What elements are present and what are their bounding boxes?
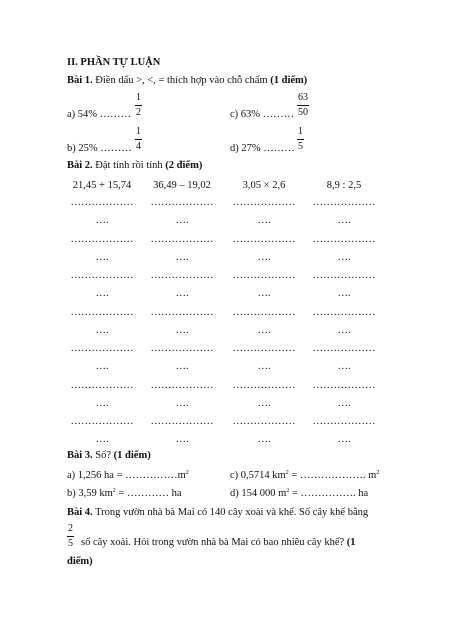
bai1-b-fraction: 1 4 <box>136 126 141 152</box>
work-dots-line: ……………… <box>232 343 296 354</box>
work-dots-short: …. <box>95 434 109 445</box>
bai4-label: Bài 4. <box>67 507 93 518</box>
work-dots-short: …. <box>257 361 271 372</box>
bai1-d-text: d) 27% ……… <box>230 143 295 154</box>
bai1-a-text: a) 54% ……… <box>67 109 132 120</box>
bai1-a-fraction: 1 2 <box>136 92 141 118</box>
bai4-points-open: (1 <box>346 537 356 548</box>
work-dots-short: …. <box>257 215 271 226</box>
work-dots-line: ……………… <box>70 197 134 208</box>
work-dots-short: …. <box>175 215 189 226</box>
bai3-a: a) 1,256 ha = $\dots\dots\dots\dots\dots m^2$ <box>67 470 189 481</box>
work-dots-short: …. <box>95 397 109 409</box>
work-dots-short: …. <box>337 251 351 263</box>
bai2-expression: 8,9 : 2,5 <box>326 180 362 191</box>
bai2-label: Bài 2. <box>67 160 93 171</box>
bai1-instruction: Điền dấu >, <, = thích hợp vào chỗ chấm <box>95 75 268 86</box>
work-dots-short: …. <box>175 434 189 445</box>
work-dots-short: …. <box>337 324 351 336</box>
bai3-label: Bài 3. <box>67 450 93 461</box>
work-dots-short: …. <box>257 324 271 336</box>
section-title: II. PHẦN TỰ LUẬN <box>67 57 161 68</box>
bai2-points: (2 điểm) <box>165 160 203 171</box>
work-dots-line: ……………… <box>232 197 296 208</box>
work-dots-line: ……………… <box>150 233 214 245</box>
work-dots-short: …. <box>257 288 271 299</box>
bai1-header <box>67 75 307 86</box>
work-dots-short: …. <box>175 361 189 372</box>
work-dots-line: ……………… <box>150 416 214 427</box>
bai4-fraction: 2 5 <box>68 523 73 549</box>
work-dots-line: ……………… <box>232 416 296 427</box>
bai2-expression: 36,49 – 19,02 <box>153 180 211 191</box>
work-dots-line: ……………… <box>150 343 214 354</box>
work-dots-short: …. <box>95 324 109 336</box>
work-dots-line: ……………… <box>70 416 134 427</box>
work-dots-line: ……………… <box>232 270 296 281</box>
work-dots-short: …. <box>95 361 109 372</box>
bai4-line1: Bài 4. Trong vườn nhà bà Mai có 140 cây xoài và khế. Số cây khế bằng <box>67 507 369 518</box>
work-dots-line: ……………… <box>232 379 296 391</box>
bai3-instruction: Số? <box>95 450 112 461</box>
work-dots-line: ……………… <box>312 270 376 281</box>
work-dots-line: ……………… <box>70 306 134 318</box>
work-dots-line: ……………… <box>312 416 376 427</box>
work-dots-line: ……………… <box>312 306 376 318</box>
bai1-c-text: c) 63% ……… <box>230 109 295 120</box>
work-dots-line: ……………… <box>150 379 214 391</box>
bai1-d-fraction: 1 5 <box>298 126 303 152</box>
work-dots-line: ……………… <box>232 233 296 245</box>
work-dots-line: ……………… <box>312 233 376 245</box>
work-dots-short: …. <box>337 215 351 226</box>
work-dots-short: …. <box>95 215 109 226</box>
work-dots-short: …. <box>175 324 189 336</box>
bai3-points: (1 điểm) <box>113 450 151 461</box>
work-dots-short: …. <box>337 397 351 409</box>
work-dots-short: …. <box>337 361 351 372</box>
work-dots-line: ……………… <box>150 270 214 281</box>
bai3-c: c) 0,5714 $km^2$ = ………………. $m^2$ <box>230 470 380 481</box>
work-dots-short: …. <box>175 397 189 409</box>
bai1-b-text: b) 25% ……… <box>67 143 132 154</box>
bai2-expression: 21,45 + 15,74 <box>72 180 132 191</box>
work-dots-short: …. <box>337 288 351 299</box>
bai3-header <box>67 450 151 461</box>
work-dots-line: ……………… <box>150 197 214 208</box>
work-dots-short: …. <box>257 251 271 263</box>
work-dots-short: …. <box>337 434 351 445</box>
work-dots-short: …. <box>95 251 109 263</box>
work-dots-line: ……………… <box>232 306 296 318</box>
work-dots-line: ……………… <box>70 343 134 354</box>
bai2-header <box>67 160 202 171</box>
bai2-instruction: Đặt tính rồi tính <box>95 160 163 171</box>
work-dots-line: ……………… <box>312 379 376 391</box>
work-dots-line: ……………… <box>150 306 214 318</box>
bai4-line2: số cây xoài. Hỏi trong vườn nhà bà Mai có bao nhiêu cây khế? (1 <box>81 537 356 548</box>
bai3-b: b) 3,59 $km^2$ = ………… ha <box>67 488 182 499</box>
work-dots-line: ……………… <box>70 270 134 281</box>
work-dots-line: ……………… <box>312 197 376 208</box>
bai1-points: (1 điểm) <box>270 75 308 86</box>
bai2-expression: 3,05 × 2,6 <box>242 180 286 191</box>
work-dots-short: …. <box>175 251 189 263</box>
bai1-c-fraction: 63 50 <box>298 92 308 118</box>
work-dots-short: …. <box>257 397 271 409</box>
work-dots-short: …. <box>257 434 271 445</box>
work-dots-line: ……………… <box>312 343 376 354</box>
bai1-label: Bài 1. <box>67 75 93 86</box>
work-dots-short: …. <box>95 288 109 299</box>
work-dots-short: …. <box>175 288 189 299</box>
bai3-d: d) 154 000 $m^2$ = ……………. ha <box>230 488 369 499</box>
bai4-points: điểm) <box>67 556 93 567</box>
work-dots-line: ……………… <box>70 233 134 245</box>
work-dots-line: ……………… <box>70 379 134 391</box>
